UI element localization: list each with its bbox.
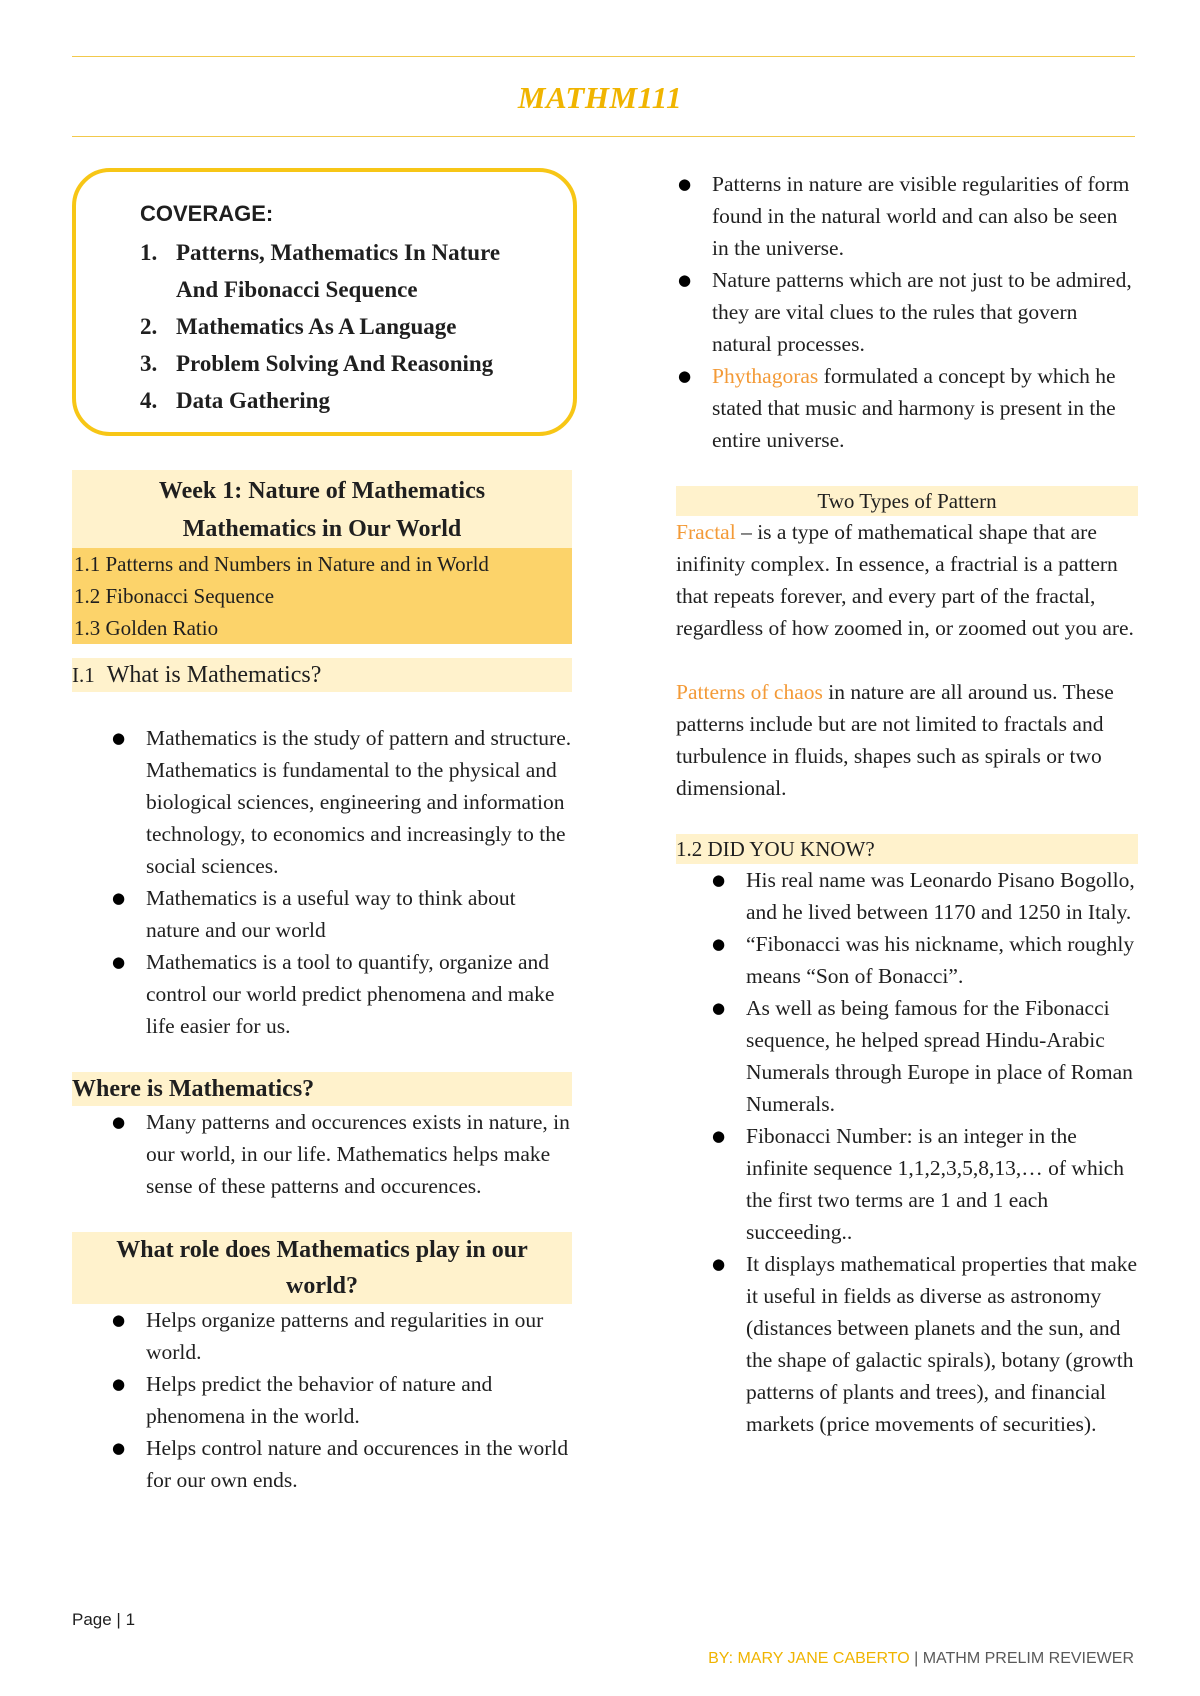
page-number: Page | 1 [72,1610,136,1629]
chaos-paragraph: Patterns of chaos in nature are all around us. These patterns include but are not limited to fractals and turbulence in fluids, shapes such as spirals or two dimensional. [676,680,1114,800]
what-is-list [72,722,572,1042]
list-item: ● His real name was Leonardo Pisano Bogollo, and he lived between 1170 and 1250 in Italy. [676,864,1138,928]
coverage-title: COVERAGE: [140,201,274,226]
coverage-item: 2. Mathematics As A Language [140,314,457,339]
week1-subtopics [72,548,572,644]
list-item: ● It displays mathematical properties that make it useful in fields as diverse as astronomy (distances between planets and the sun, and the shape of galactic spirals), botany (growth patterns of plants and trees), and financial markets (price movements of securities). [676,1248,1138,1440]
where-is-heading: Where is Mathematics? [72,1072,572,1106]
header-bottom-rule [72,136,1135,137]
page-title: MATHM111 [517,80,683,115]
subtopic-item: 1.2 Fibonacci Sequence [74,584,275,608]
footer-credit: BY: MARY JANE CABERTO | MATHM PRELIM REVIEWER [708,1650,1134,1667]
two-types-heading: Two Types of Pattern [676,486,1138,516]
coverage-item: 3. Problem Solving And Reasoning [140,351,494,376]
list-item: ● Patterns in nature are visible regularities of form found in the natural world and can also be seen in the universe. [676,168,1138,264]
role-list [72,1304,572,1496]
did-you-know-list [676,864,1138,1440]
coverage-list [140,234,543,419]
subtopic-item: 1.1 Patterns and Numbers in Nature and in World [74,552,489,576]
left-column [72,168,572,1496]
where-is-list [72,1106,572,1202]
coverage-item: 1. Patterns, Mathematics In Nature And Fibonacci Sequence [140,240,501,302]
list-item: ● Helps predict the behavior of nature and phenomena in the world. [72,1368,572,1432]
fractal-paragraph: Fractal – is a type of mathematical shape that are inifinity complex. In essence, a fractrial is a pattern that repeats forever, and every part of the fractal, regardless of how zoomed in, or zoomed out you are. [676,520,1134,640]
did-you-know-heading: 1.2 DID YOU KNOW? [676,834,1138,864]
list-item: ● As well as being famous for the Fibonacci sequence, he helped spread Hindu-Arabic Numerals through Europe in place of Roman Numerals. [676,992,1138,1120]
what-is-heading: I.1 What is Mathematics? [72,658,572,692]
patterns-list [676,168,1138,456]
list-item: ● Helps organize patterns and regularities in our world. [72,1304,572,1368]
list-item: ● Mathematics is a tool to quantify, organize and control our world predict phenomena and make life easier for us. [72,946,572,1042]
subtopic-item: 1.3 Golden Ratio [74,616,219,640]
right-column [676,168,1138,1440]
list-item: ● Fibonacci Number: is an integer in the infinite sequence 1,1,2,3,5,8,13,… of which the first two terms are 1 and 1 each succeeding.. [676,1120,1138,1248]
list-item: ● Phythagoras formulated a concept by which he stated that music and harmony is present in the entire universe. [676,360,1138,456]
list-item: ● Nature patterns which are not just to be admired, they are vital clues to the rules that govern natural processes. [676,264,1138,360]
list-item: ● Mathematics is the study of pattern and structure. Mathematics is fundamental to the physical and biological sciences, engineering and information technology, to economics and increasingly to the social sciences. [72,722,572,882]
list-item: ● Mathematics is a useful way to think about nature and our world [72,882,572,946]
list-item: ● Many patterns and occurences exists in nature, in our world, in our life. Mathematics helps make sense of these patterns and occurences. [72,1106,572,1202]
list-item: ● Helps control nature and occurences in the world for our own ends. [72,1432,572,1496]
role-heading: What role does Mathematics play in our world? [72,1232,572,1304]
list-item: ● “Fibonacci was his nickname, which roughly means “Son of Bonacci”. [676,928,1138,992]
coverage-box [72,168,577,436]
week1-heading: Week 1: Nature of Mathematics Mathematics in Our World [72,470,572,548]
header-top-rule [72,56,1135,57]
coverage-item: 4. Data Gathering [140,388,330,413]
